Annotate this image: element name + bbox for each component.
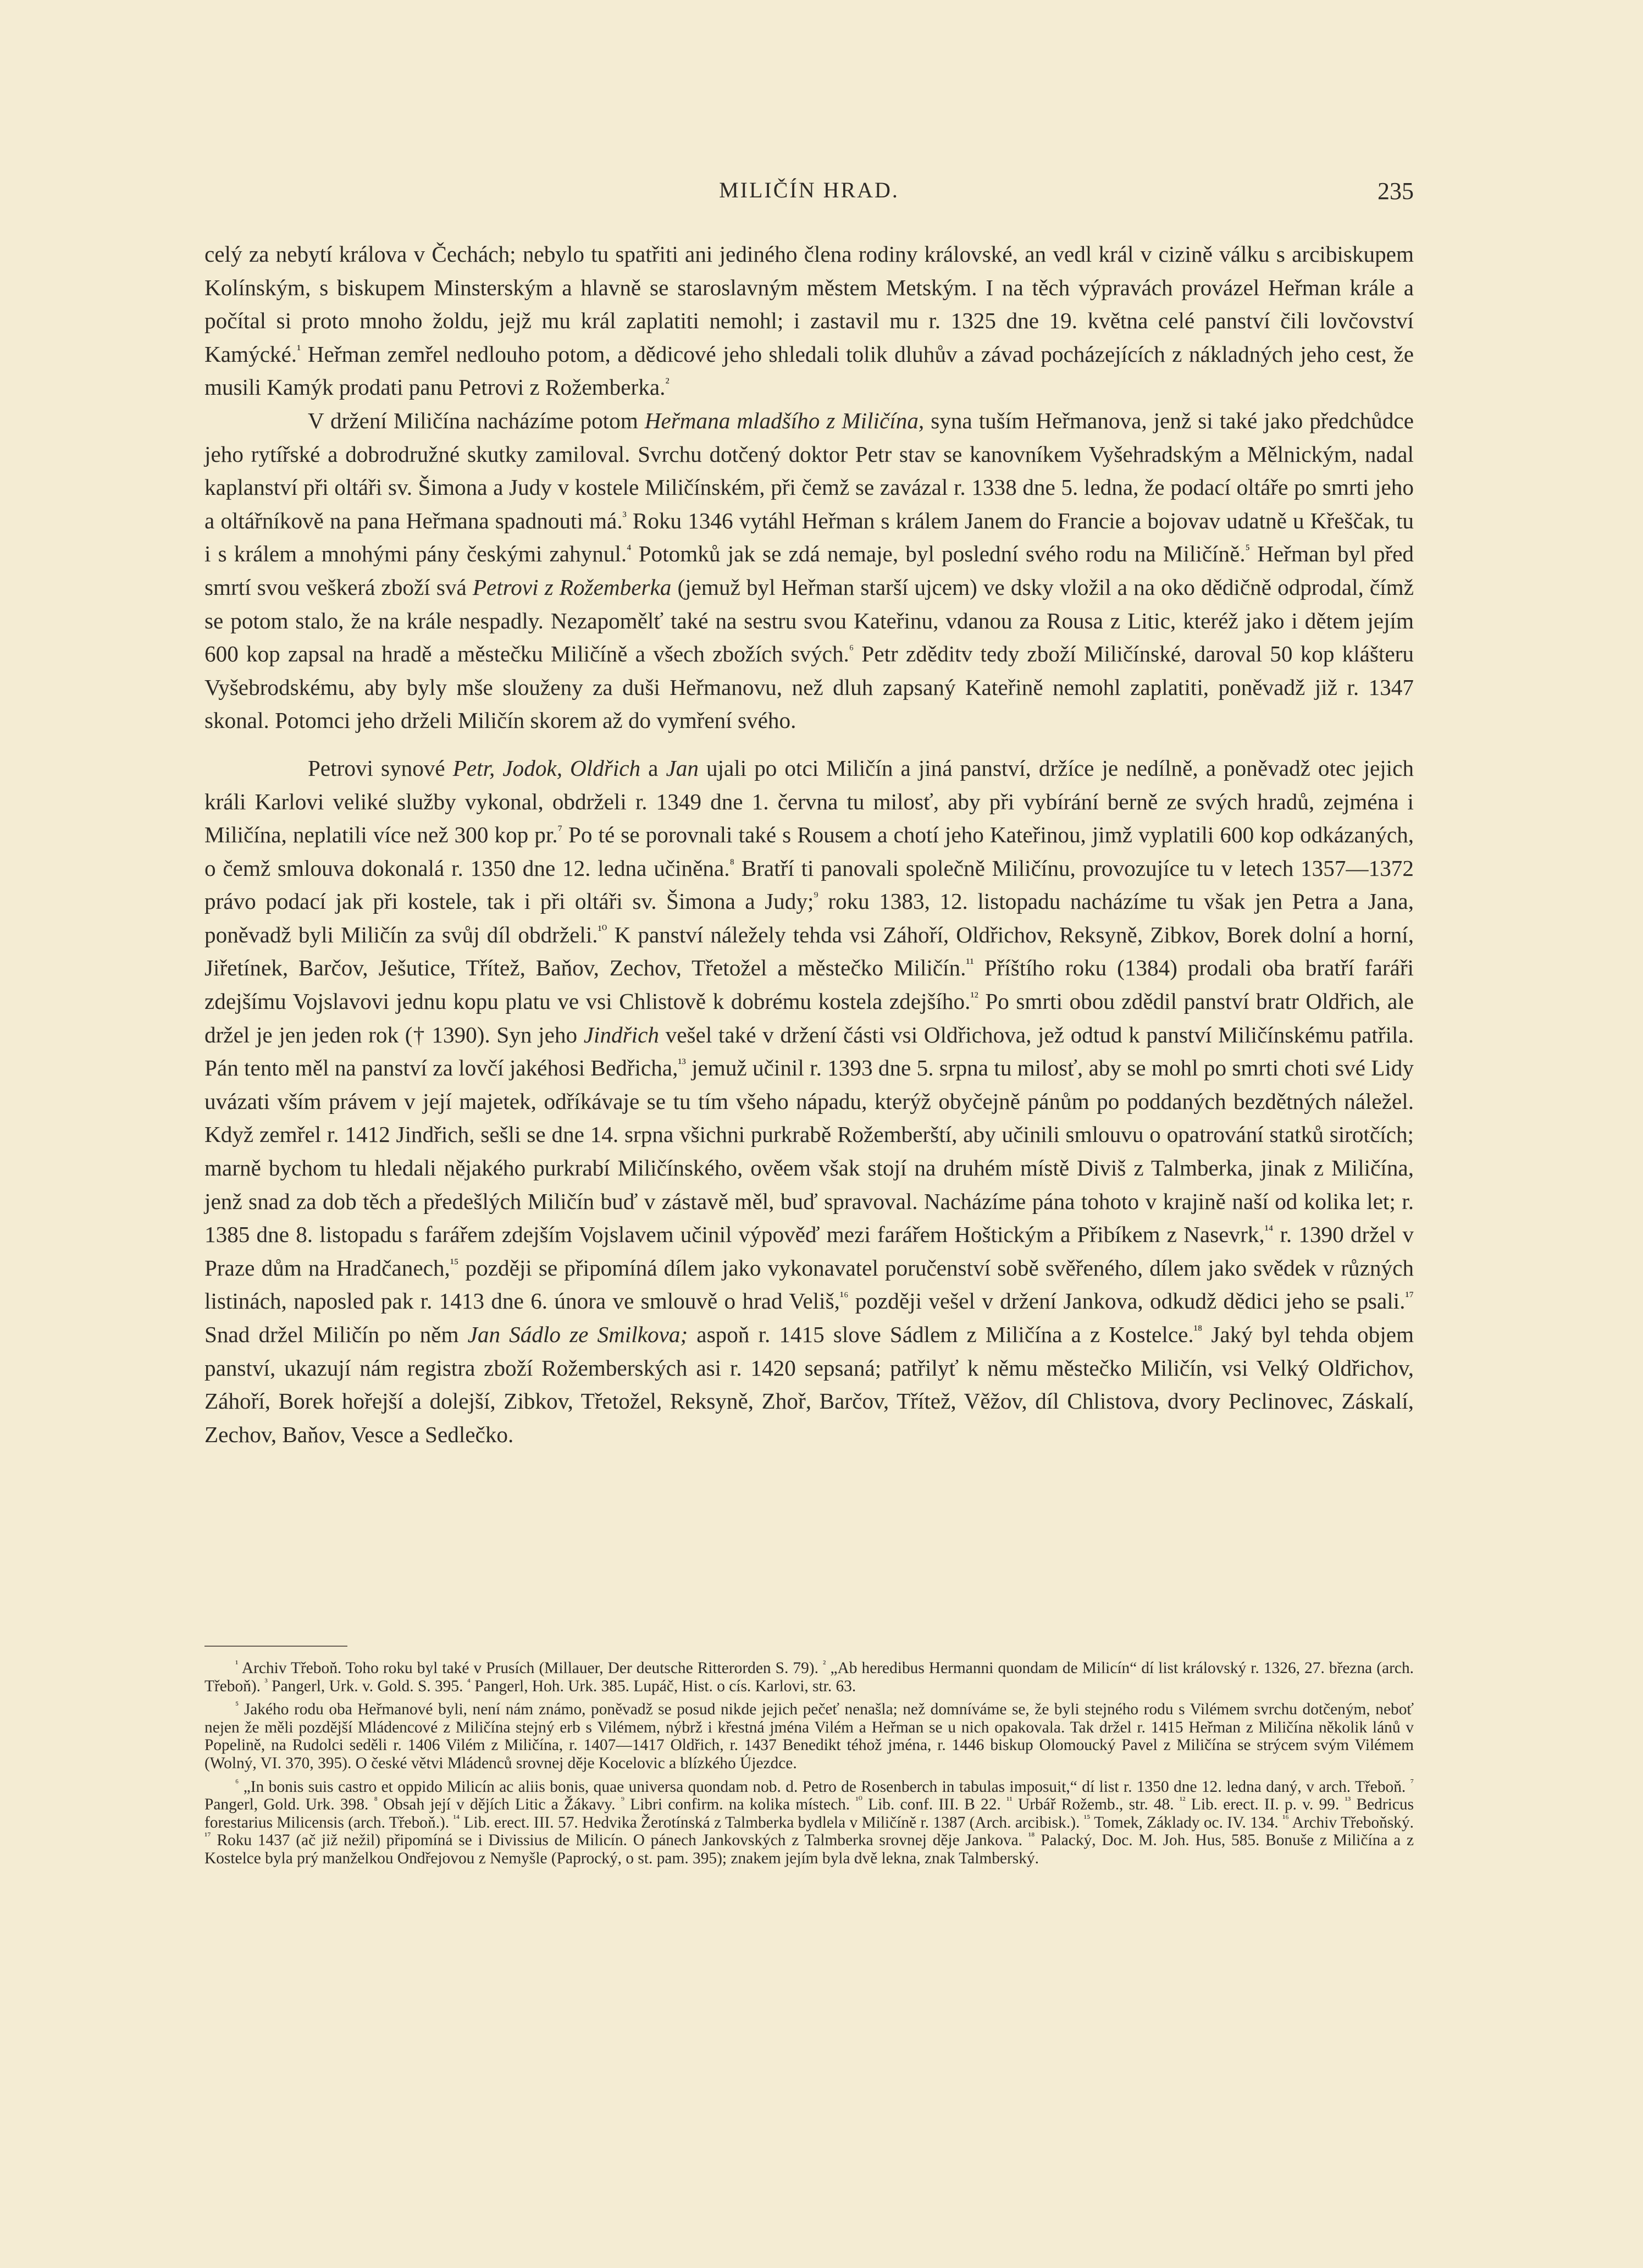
footnote-block xyxy=(204,1778,1414,1868)
footnote-marker: ¹³ xyxy=(678,1056,686,1071)
footnote-marker: ¹ xyxy=(297,343,301,357)
text-run: Potomků jak se zdá nemaje, byl poslední svého rodu na Miličíně. xyxy=(631,541,1246,567)
text-run: Snad držel Miličín po něm xyxy=(204,1322,468,1347)
footnote-marker: ⁸ xyxy=(374,1795,378,1806)
text-run: r. 1390 držel v Praze dům na Hradčanech, xyxy=(204,1222,1414,1281)
text-run: K panství náležely tehda vsi Záhoří, Oldřichov, Reksyně, Zibkov, Borek dolní a horní, Jiřetínek, Barčov, Ješutice, Třítež, Baňov, Zechov, Třetožel a městečko Miličín. xyxy=(204,921,1414,981)
footnote-marker: ⁷ xyxy=(1410,1776,1414,1788)
footnote-marker: ⁸ xyxy=(729,856,734,871)
text-run: „Ab heredibus Hermanni quondam de Milicín“ dí list královský r. 1326, 27. března (arch. Třeboň). xyxy=(204,1659,1414,1695)
text-run: Obsah její v dějích Litic a Žákavy. xyxy=(377,1796,621,1814)
text-run: Bratří ti panovali společně Miličínu, provozujíce tu v letech 1357—1372 právo podací jak při kostele, tak i při oltáři sv. Šimona a Judy; xyxy=(204,855,1414,914)
footnote-marker: ⁹ xyxy=(814,890,818,904)
text-run: Bedricus forestarius Milicensis (arch. Třeboň.). xyxy=(204,1796,1414,1831)
text-run: Petr zděditv tedy zboží Miličínské, daroval 50 kop klášteru Vyšebrodskému, aby byly mše slouženy za duši Heřmanovu, než dluh zapsaný Kateřině nemohl zaplatiti, poněvadž již r. 1347 skonal. Potomci jeho drželi Miličín skorem až do vymření svého. xyxy=(204,641,1414,733)
paragraph xyxy=(204,404,1414,737)
text-run: Archiv Třeboň. Toho roku byl také v Prusích (Millauer, Der deutsche Ritterorden S. 79). xyxy=(238,1659,823,1677)
text-run: Příštího roku (1384) prodali oba bratří faráři zdejšímu Vojslavovi jednu kopu platu ve vsi Chlistově k dobrému kostela zdejšího. xyxy=(204,955,1414,1014)
footnote-marker: ⁵ xyxy=(1245,542,1251,557)
footnote-marker: ¹¹ xyxy=(1006,1795,1013,1806)
footnote-marker: ¹⁵ xyxy=(450,1256,459,1271)
paragraph xyxy=(204,238,1414,404)
paragraph xyxy=(204,752,1414,1451)
text-run: Pangerl, Gold. Urk. 398. xyxy=(204,1796,374,1814)
text-run: aspoň r. 1415 slove Sádlem z Miličína a z Kostelce. xyxy=(688,1322,1194,1347)
text-run: vešel také v držení části vsi Oldřichova, jež odtud k panství Miličínskému patřila. Pán tento měl na panství za lovčí jakéhosi Bedřicha, xyxy=(204,1022,1414,1081)
footnote-marker: ¹⁸ xyxy=(1028,1830,1035,1842)
footnote-block xyxy=(204,1659,1414,1695)
text-run: syna tuším Heřmanova, jenž si také jako předchůdce jeho rytířské a dobrodružné skutky zamiloval. Svrchu dotčený doktor Petr stav se kanovníkem Vyšehradským a Mělnickým, nadal kaplanství při oltáři sv. Šimona a Judy v kostele Miličínském, při čemž se zavázal r. 1338 dne 5. ledna, že podací oltáře po smrti jeho a oltářníkově na pana Heřmana spadnouti má. xyxy=(204,407,1414,533)
footnote-block xyxy=(204,1701,1414,1772)
footnote-marker: ¹¹ xyxy=(966,956,974,971)
page-number: 235 xyxy=(1378,178,1414,205)
text-run: Lib. erect. II. p. v. 99. xyxy=(1185,1796,1345,1814)
running-title: MILIČÍN HRAD. xyxy=(719,178,899,202)
text-run: Heřman zemřel nedlouho potom, a dědicové jeho shledali tolik dluhův a závad pocházejících z nákladných jeho cest, že musili Kamýk prodati panu Petrovi z Rožemberka. xyxy=(204,341,1414,400)
footnote-marker: ¹² xyxy=(970,990,978,1005)
italic-run: Heřmana mladšího z Miličína, xyxy=(644,407,925,433)
footnote-marker: ⁶ xyxy=(849,642,854,657)
main-text xyxy=(204,238,1414,1451)
text-run: Pangerl, Urk. v. Gold. S. 395. xyxy=(267,1677,467,1695)
footnote-marker: ¹⁴ xyxy=(453,1812,460,1824)
footnote-marker: ¹⁸ xyxy=(1193,1323,1203,1338)
text-run: Petrovi synové xyxy=(308,755,453,781)
text-run: Po smrti obou zdědil panství bratr Oldřich, ale držel je jen jeden rok († 1390). Syn jeho xyxy=(204,989,1414,1047)
text-run: Po té se porovnali také s Rousem a chotí jeho Kateřinou, jimž vyplatili 600 kop odkázaných, o čemž smlouva dokonalá r. 1350 dne 12. ledna učiněna. xyxy=(204,822,1414,881)
text-run: (jemuž byl Heřman starší ujcem) ve dsky vložil a na oko dědičně odprodal, čímž se potom stalo, že na krále nespadly. Nezapomělť také na sestru svou Kateřinu, vdanou za Rousa z Litic, kteréž jako i dětem jejím 600 kop zapsal na hradě a městečku Miličíně a všech zbožích svých. xyxy=(204,574,1414,667)
footnote-marker: ¹³ xyxy=(1345,1795,1351,1806)
footnote-marker: ³ xyxy=(264,1676,268,1687)
text-run: Heřman byl před smrtí svou veškerá zboží svá xyxy=(204,541,1414,600)
text-run: Lib. conf. III. B 22. xyxy=(862,1796,1006,1814)
footnote-marker: ¹⁶ xyxy=(839,1289,849,1304)
footnote-marker: ¹⁶ xyxy=(1282,1812,1289,1824)
footnote-marker: ¹⁷ xyxy=(204,1830,211,1842)
footnote-marker: ¹⁷ xyxy=(1405,1289,1414,1304)
text-run: Tomek, Základy oc. IV. 134. xyxy=(1090,1813,1283,1831)
italic-run: Petr, Jodok, Oldřich xyxy=(452,755,641,781)
text-run: Roku 1346 vytáhl Heřman s králem Janem do Francie a bojovav udatně u Křeščak, tu i s králem a mnohými pány českými zahynul. xyxy=(204,507,1414,567)
text-run: Roku 1437 (ač již nežil) připomíná se i Divissius de Milicín. O pánech Jankovských z Talmberka srovnej děje Jankova. xyxy=(211,1831,1028,1850)
footnote-marker: ⁵ xyxy=(235,1699,239,1711)
footnote-marker: ⁹ xyxy=(621,1795,625,1806)
italic-run: Jindřich xyxy=(583,1022,659,1047)
footnote-marker: ¹⁰ xyxy=(855,1795,862,1806)
text-run: Lib. erect. III. 57. Hedvika Žerotínská z Talmberka bydlela v Miličíně r. 1387 (Arch. arcibisk.). xyxy=(460,1813,1084,1831)
footnote-marker: ² xyxy=(823,1658,826,1670)
text-run: později se připomíná dílem jako vykonavatel poručenství sobě svěřeného, dílem jako svědek v různých listinách, naposled pak r. 1413 dne 6. února ve smlouvě o hrad Veliš, xyxy=(204,1255,1414,1314)
italic-run: Jan xyxy=(666,755,699,781)
page-header xyxy=(204,175,1414,208)
footnote-marker: ¹ xyxy=(235,1658,239,1670)
text-run: Urbář Rožemb., str. 48. xyxy=(1012,1796,1180,1814)
text-run: ujali po otci Miličín a jiná panství, držíce je nedílně, a poněvadž otec jejich králi Karlovi veliké služby vykonal, obdrželi r. 1349 dne 1. června tu milosť, aby při vybírání berně ze svých hradů, zejména i Miličína, neplatili více než 300 kop pr. xyxy=(204,755,1414,848)
text-run: V držení Miličína nacházíme potom xyxy=(308,407,645,433)
italic-run: Petrovi z Rožemberka xyxy=(472,574,672,600)
text-run: Pangerl, Hoh. Urk. 385. Lupáč, Hist. o cís. Karlovi, str. 63. xyxy=(471,1677,856,1695)
footnote-marker: ³ xyxy=(622,509,627,524)
footnote-marker: ¹⁵ xyxy=(1083,1812,1091,1824)
footnote-marker: ⁷ xyxy=(557,823,562,838)
footnote-marker: ² xyxy=(665,376,670,390)
text-run: Jakého rodu oba Heřmanové byli, není nám známo, poněvadž se posud nikde jejich pečeť nenašla; než domníváme se, že byli stejného rodu s Vilémem svrchu dotčeným, neboť nejen že měli pozdější Mládencové z Miličína stejný erb s Vilémem, nýbrž i křestná jména Vilém a Heřman se u nich opakovala. Tak držel r. 1415 Heřman z Miličína několik lánů v Popelině, na Rudolci seděli r. 1406 Vilém z Miličína, r. 1407—1417 Oldřich, r. 1437 Benedikt téhož jména, r. 1446 biskup Olomoucký Pavel z Miličína se strýcem svým Vilémem (Wolný, VI. 370, 395). O české větvi Mládenců srovnej děje Kocelovic a blízkého Újezdce. xyxy=(204,1701,1414,1772)
text-run: Jaký byl tehda objem panství, ukazují nám registra zboží Rožemberských asi r. 1420 sepsaná; patřilyť k němu městečko Miličín, vsi Velký Oldřichov, Záhoří, Borek hořejší a dolejší, Zibkov, Třetožel, Reksyně, Zhoř, Barčov, Třítež, Věžov, díl Chlistova, dvory Peclinovec, Záskalí, Zechov, Baňov, Vesce a Sedlečko. xyxy=(204,1322,1414,1447)
text-run: později vešel v držení Jankova, odkudž dědici jeho se psali. xyxy=(848,1288,1406,1314)
text-run: Libri confirm. na kolika místech. xyxy=(624,1796,856,1814)
italic-run: Jan Sádlo ze Smilkova; xyxy=(467,1322,688,1347)
footnote-marker: ⁴ xyxy=(627,542,632,557)
footnote-divider xyxy=(204,1646,347,1647)
text-run: jemuž učinil r. 1393 dne 5. srpna tu milosť, aby se mohl po smrti choti své Lidy uvázati vším právem v její majetek, odříkávaje se tu tím všeho nápadu, kterýž obyčejně pánům po poddaných bezdětných náležel. Když zemřel r. 1412 Jindřich, sešli se dne 14. srpna všichni purkrabě Rožemberští, aby učinili smlouvu o opatrování statků sirotčích; marně bychom tu hledali nějakého purkrabí Miličínského, ověem však stojí na druhém místě Diviš z Talmberka, jinak z Miličína, jenž snad za dob těch a předešlých Miličín buď v zástavě měl, buď spravoval. Nacházíme pána tohoto v krajině naší od kolika let; r. 1385 dne 8. listopadu s farářem zdejším Vojslavem učinil výpověď mezi farářem Hoštickým a Přibíkem z Nasevrk, xyxy=(204,1055,1414,1248)
footnote-marker: ¹⁴ xyxy=(1264,1223,1274,1238)
footnote-marker: ⁶ xyxy=(235,1776,239,1788)
text-run: „In bonis suis castro et oppido Milicín ac aliis bonis, quae universa quondam nob. d. Petro de Rosenberch in tabulas imposuit,“ dí list r. 1350 dne 12. ledna daný, v arch. Třeboň. xyxy=(239,1778,1410,1796)
text-run: roku 1383, 12. listopadu nacházíme tu však jen Petra a Jana, poněvadž byli Miličín za svůj díl obdrželi. xyxy=(204,889,1414,947)
text-run: Palacký, Doc. M. Joh. Hus, 585. Bonuše z Miličína a z Kostelce byla prý manželkou Ondřejovou z Nemyšle (Paprocký, o st. pam. 395); znakem jejím byla dvě lekna, znak Talmberský. xyxy=(204,1831,1414,1867)
footnotes xyxy=(204,1659,1414,1868)
footnote-marker: ¹⁰ xyxy=(598,923,607,938)
text-run: Archiv Třeboňský. xyxy=(1288,1813,1414,1831)
text-run: a xyxy=(640,755,666,781)
text-run: celý za nebytí králova v Čechách; nebylo tu spatřiti ani jediného člena rodiny královské, an vedl král v cizině válku s arcibiskupem Kolínským, s biskupem Minsterským a hlavně se staroslavným městem Metským. I na těch výpravách provázel Heřman krále a počítal si proto mnoho žoldu, jejž mu král zaplatiti nemohl; i zastavil mu r. 1325 dne 19. května celé panství čili lovčovství Kamýcké. xyxy=(204,241,1414,367)
footnote-marker: ⁴ xyxy=(467,1676,471,1687)
footnote-marker: ¹² xyxy=(1179,1795,1186,1806)
